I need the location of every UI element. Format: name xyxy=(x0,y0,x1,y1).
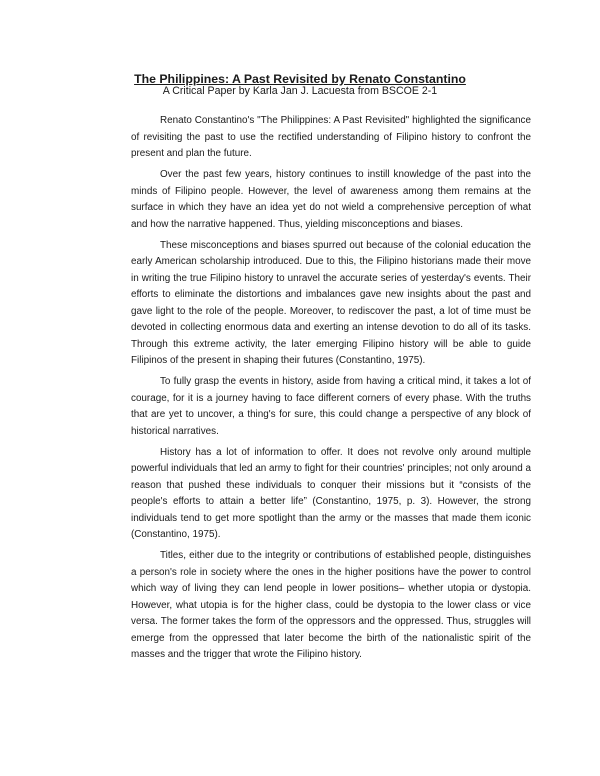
paragraph-intro: Renato Constantino's "The Philippines: A Past Revisited" highlighted the significance of revisiting the past to use the rectified understanding of Filipino history to confront the present and plan the future. xyxy=(131,115,531,160)
paragraph-courage: To fully grasp the events in history, aside from having a critical mind, it takes a lot of courage, for it is a journey having to face different corners of every phase. With the truths that are yet to uncover, a thing's for sure, this could change a perspective of any block of historical narratives. xyxy=(131,376,531,437)
paragraph-history-information: History has a lot of information to offer. It does not revolve only around multiple powerful individuals that led an army to fight for their countries' principles; not only around a reason that pushed these individuals to conquer their missions but it “consists of the people's efforts to attain a better life” (Constantino, 1975, p. 3). However, the strong individuals tend to get more spotlight than the army or the masses that made them iconic (Constantino, 1975). xyxy=(131,446,531,541)
paper-subtitle: A Critical Paper by Karla Jan J. Lacuesta from BSCOE 2-1 xyxy=(162,85,438,97)
paragraph-titles: Titles, either due to the integrity or contributions of established people, distinguishes a person's role in society where the ones in the higher positions have the power to control which way of living they can lend people in lower positions– whether utopia or dystopia. However, what utopia is for the higher class, could be dystopia to the lower class or vice versa. The former takes the form of the oppressors and the oppressed. Thus, struggles will emerge from the oppressed that later become the birth of the nationalistic spirit of the masses and the trigger that wrote the Filipino history. xyxy=(131,550,531,661)
paper-title: The Philippines: A Past Revisited by Renato Constantino xyxy=(134,72,466,86)
paper-body xyxy=(131,113,531,664)
paragraph-misconceptions: These misconceptions and biases spurred out because of the colonial education the early American scholarship introduced. Due to this, the Filipino historians made their move in writing the true Filipino history to unravel the accurate series of yesterday's events. Their efforts to eliminate the distortions and imbalances gave new insights about the past and gave light to the role of the people. Moreover, to rediscover the past, a lot of time must be devoted in collecting enormous data and exerting an intense devotion to do all of its tasks. Through this extreme activity, the later emerging Filipino history will be able to guide Filipinos of the present in shaping their futures (Constantino, 1975). xyxy=(131,239,531,367)
paragraph-awareness: Over the past few years, history continues to instill knowledge of the past into the minds of Filipino people. However, the level of awareness among them remains at the surface in which they have an idea yet do not wield a comprehensive perception of what and how the narrative happened. Thus, yielding misconceptions and biases. xyxy=(131,169,531,230)
